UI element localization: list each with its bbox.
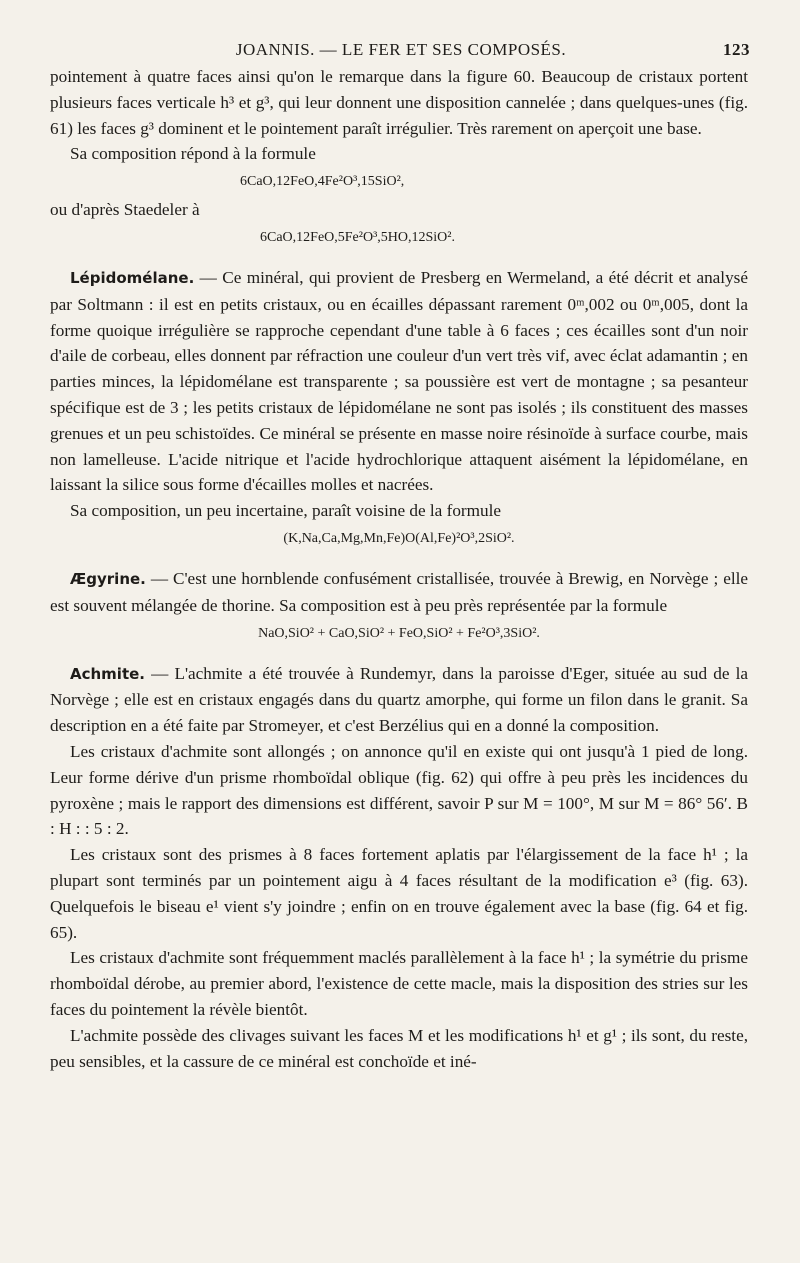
page-number: 123	[723, 40, 750, 59]
lepidomelane-text: — Ce minéral, qui provient de Presberg en Wermeland, a été décrit et analysé par Soltmann : il est en petits cristaux, ou en écailles dépassant rarement 0ᵐ,002 ou 0ᵐ,005, dont la forme quoique irrégulière se rapproche cependant d'une table à 6 faces ; ces écailles sont d'un noir d'aile de corbeau, elles donnent par réfraction une couleur d'un vert très vif, avec éclat adamantin ; en parties minces, la lépidomélane est transparente ; sa poussière est vert de montagne ; sa pesanteur spécifique est de 3 ; les petits cristaux de lépidomélane ne sont pas isolés ; ils constituent des masses grenues et un peu schistoïdes. Ce minéral se présente en masse noire résinoïde à surface courbe, mais non lamelleuse. L'acide nitrique et l'acide hydrochlorique attaquent aisément la lépidomélane, en laissant la silice sous forme d'écailles molles et nacrées.	[50, 267, 748, 495]
section-achmite	[50, 661, 748, 739]
paragraph-lep-composition: Sa composition, un peu incertaine, paraît voisine de la formule	[70, 501, 501, 521]
paragraph-continuation: pointement à quatre faces ainsi qu'on le remarque dans la figure 60. Beaucoup de cristaux portent plusieurs faces verticale h³ et g³, qui leur donnent une disposition cannelée ; dans quelques-unes (fig. 61) les faces g³ dominent et le pointement paraît irrégulier. Très rarement on aperçoit une base.	[50, 67, 748, 138]
formula-4: NaO,SiO² + CaO,SiO² + FeO,SiO² + Fe²O³,3SiO².	[258, 625, 540, 641]
section-lepidomelane	[50, 265, 748, 498]
paragraph-achmite-prisms: Les cristaux sont des prismes à 8 faces fortement aplatis par l'élargissement de la face h¹ ; la plupart sont terminés par un pointement aigu à 4 faces résultant de la modification e³ (fig. 63). Quelquefois le biseau e¹ vient s'y joindre ; enfin on en trouve également avec la base (fig. 64 et fig. 65).	[50, 845, 748, 942]
formula-3: (K,Na,Ca,Mg,Mn,Fe)O(Al,Fe)²O³,2SiO².	[283, 530, 515, 546]
paragraph-composition: Sa composition répond à la formule	[70, 144, 316, 164]
page-body	[50, 64, 748, 1074]
achmite-text: — L'achmite a été trouvée à Rundemyr, dans la paroisse d'Eger, située au sud de la Norvège ; elle est en cristaux engagés dans du quartz amorphe, qui forme un filon dans le granit. Sa description en a été faite par Stromeyer, et c'est Berzélius qui en a donné la composition.	[50, 663, 748, 736]
paragraph-achmite-crystals: Les cristaux d'achmite sont allongés ; on annonce qu'il en existe qui ont jusqu'à 1 pied de long. Leur forme dérive d'un prisme rhomboïdal oblique (fig. 62) qui offre à peu près les incidences du pyroxène ; mais le rapport des dimensions est différent, savoir P sur M = 100°, M sur M = 86° 56′. B : H : : 5 : 2.	[50, 741, 748, 839]
formula-2: 6CaO,12FeO,5Fe²O³,5HO,12SiO².	[260, 229, 455, 245]
running-title: JOANNIS. — LE FER ET SES COMPOSÉS.	[235, 40, 567, 59]
paragraph-achmite-macle: Les cristaux d'achmite sont fréquemment maclés parallèlement à la face h¹ ; la symétrie du prisme rhomboïdal dérobe, au premier abord, l'existence de cette macle, mais la disposition des stries sur les faces du pointement la révèle bientôt.	[50, 948, 748, 1019]
formula-1: 6CaO,12FeO,4Fe²O³,15SiO²,	[240, 174, 405, 190]
term-aegyrine: Ægyrine.	[70, 569, 146, 588]
paragraph-achmite-clivages: L'achmite possède des clivages suivant les faces M et les modifications h¹ et g¹ ; ils sont, du reste, peu sensibles, et la cassure de ce minéral est conchoïde et iné-	[50, 1025, 748, 1071]
paragraph-staedeler: ou d'après Staedeler à	[50, 200, 200, 220]
term-achmite: Achmite.	[70, 664, 145, 683]
aegyrine-text: — C'est une hornblende confusément cristallisée, trouvée à Brewig, en Norvège ; elle est souvent mélangée de thorine. Sa composition est à peu près représentée par la formule	[50, 568, 748, 615]
term-lepidomelane: Lépidomélane.	[70, 268, 195, 287]
section-aegyrine	[50, 566, 748, 619]
running-header	[52, 40, 750, 66]
